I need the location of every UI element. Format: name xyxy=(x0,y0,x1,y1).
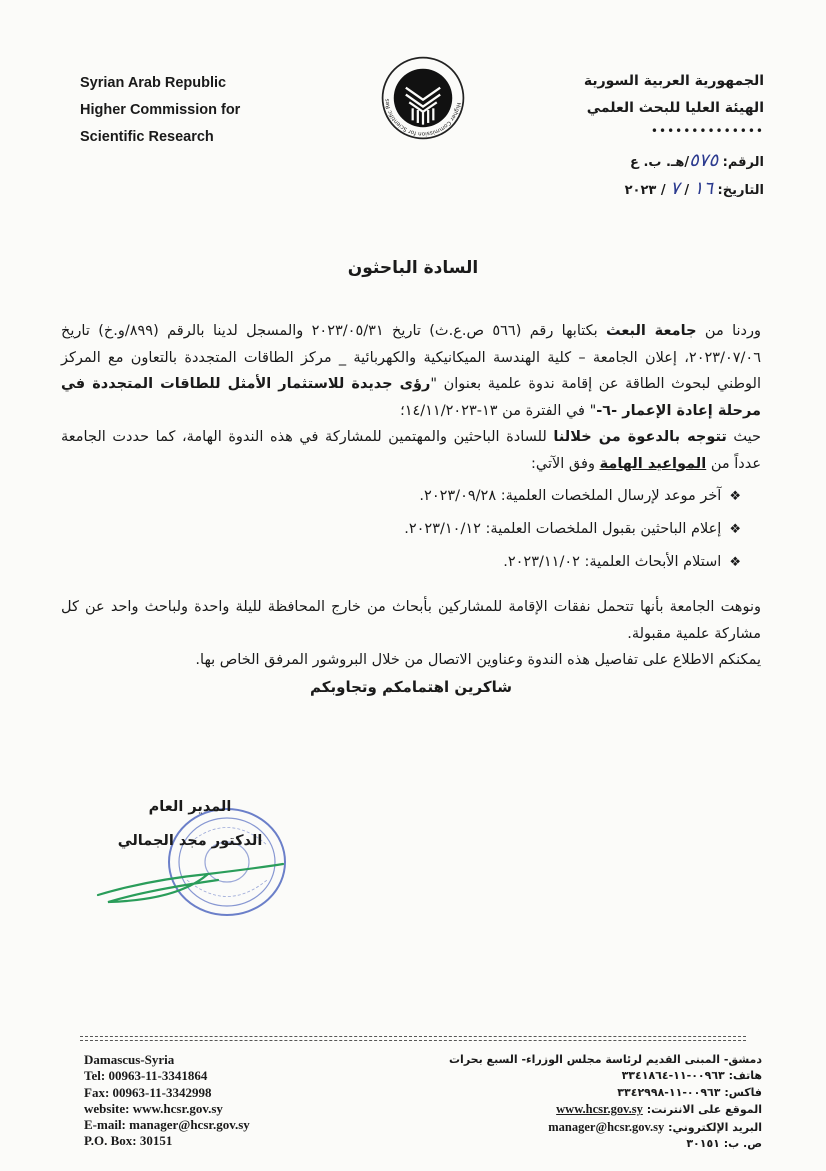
logo-ring-text: Higher Commission for Scientific Res xyxy=(384,98,462,137)
footer-ar-pobox: ص. ب: ٣٠١٥١ xyxy=(686,1137,762,1151)
list-item: ❖آخر موعد لإرسال الملخصات العلمية: ٢٠٢٣/٠٩/٢٨. xyxy=(419,488,741,504)
diamond-bullet-icon: ❖ xyxy=(729,522,741,537)
footer-divider xyxy=(80,1036,746,1037)
important-dates-list xyxy=(61,481,761,578)
footer-en-email: E-mail: manager@hcsr.gov.sy xyxy=(84,1117,250,1133)
reference-date-day: ١٦ xyxy=(693,178,713,199)
footer-en-fax: Fax: 00963-11-3342998 xyxy=(84,1084,212,1100)
header-en-line-3: Scientific Research xyxy=(80,129,214,145)
diamond-bullet-icon: ❖ xyxy=(729,489,741,504)
paragraph-1: وردنا من جامعة البعث بكتابها رقم (٥٦٦ ص.ع.ث) تاريخ ٢٠٢٣/٠٥/٣١ والمسجل لدينا بالرقم (٨٩٩/و.خ) تاريخ ٢٠٢٣/٠٧/٠٦، إعلان الجامعة – كلية الهندسة الميكانيكية والكهربائية _ مركز الطاقات المتجددة بالتعاون مع المركز الوطني لبحوث الطاقة عن إقامة ندوة علمية بعنوان "رؤى جديدة للاستثمار الأمثل للطاقات المتجددة في مرحلة إعادة الإعمار -٦-" في الفترة من ١٣-١٤/١١/٢٠٢٣؛ xyxy=(61,323,761,419)
header-dots: •••••••••••••• xyxy=(650,124,764,138)
reference-date-month: ٧ xyxy=(670,178,680,199)
diamond-bullet-icon: ❖ xyxy=(729,555,741,570)
reference-block xyxy=(625,148,764,204)
footer-ar-fax: فاكس: ٠٠٩٦٣-١١-٣٣٤٢٩٩٨ xyxy=(617,1085,762,1099)
paragraph-2: حيث تتوجه بالدعوة من خلالنا للسادة الباحثين والمهتمين للمشاركة في هذه الندوة الهامة، كما حددت الجامعة عدداً من المواعيد الهامة وفق الآتي: xyxy=(61,429,761,472)
paragraph-3: ونوهت الجامعة بأنها تتحمل نفقات الإقامة للمشاركين بأبحاث من خارج المحافظة لليلة واحدة ولباحث واحد عن كل مشاركة علمية مقبولة. xyxy=(61,599,761,642)
signature-block xyxy=(80,790,300,858)
commission-logo xyxy=(380,55,466,141)
header-arabic xyxy=(584,68,764,122)
header-en-line-1: Syrian Arab Republic xyxy=(80,75,227,91)
header-ar-line-2: الهيئة العليا للبحث العلمي xyxy=(586,100,764,116)
letter-body xyxy=(61,318,761,700)
signatory-name: الدكتور مجد الجمالي xyxy=(117,833,263,849)
footer-arabic xyxy=(449,1052,762,1152)
reference-date-label: التاريخ: xyxy=(717,183,764,198)
reference-number xyxy=(625,148,764,176)
footer-ar-email: البريد الإلكتروني: manager@hcsr.gov.sy xyxy=(548,1119,762,1134)
header-ar-line-1: الجمهورية العربية السورية xyxy=(583,73,764,89)
footer-ar-address: دمشق- المبنى القديم لرئاسة مجلس الوزراء- السبع بحرات xyxy=(449,1053,762,1066)
header-english xyxy=(80,70,240,151)
reference-number-suffix: /هـ. ب. ع xyxy=(630,155,690,170)
footer-english xyxy=(84,1052,250,1150)
footer-en-pobox: P.O. Box: 30151 xyxy=(84,1133,173,1149)
footer-en-website: website: www.hcsr.gov.sy xyxy=(84,1100,223,1116)
footer-divider xyxy=(80,1040,746,1041)
header-en-line-2: Higher Commission for xyxy=(80,102,241,118)
footer-ar-website: الموقع على الانترنت: www.hcsr.gov.sy xyxy=(556,1102,762,1117)
footer-en-tel: Tel: 00963-11-3341864 xyxy=(84,1068,208,1084)
reference-number-label: الرقم: xyxy=(722,155,764,170)
footer-ar-tel: هاتف: ٠٠٩٦٣-١١-٣٣٤١٨٦٤ xyxy=(621,1069,762,1083)
reference-number-value: ٥٧٥ xyxy=(689,150,719,171)
addressee: السادة الباحثون xyxy=(347,258,479,278)
reference-date: التاريخ: ١٦ / ٧ / ٢٠٢٣ xyxy=(624,178,764,199)
reference-date-year: ٢٠٢٣ xyxy=(624,183,657,198)
footer-en-location: Damascus-Syria xyxy=(84,1052,175,1067)
list-item: ❖استلام الأبحاث العلمية: ٢٠٢٣/١١/٠٢. xyxy=(503,554,741,570)
closing-thanks: شاكرين اهتمامكم وتجاوبكم xyxy=(310,677,512,696)
paragraph-4: يمكنكم الاطلاع على تفاصيل هذه الندوة وعناوين الاتصال من خلال البروشور المرفق الخاص بها. xyxy=(195,652,761,668)
handwritten-signature xyxy=(88,860,288,910)
list-item: ❖إعلام الباحثين بقبول الملخصات العلمية: ٢٠٢٣/١٠/١٢. xyxy=(404,521,741,537)
signatory-title: المدير العام xyxy=(148,799,232,815)
